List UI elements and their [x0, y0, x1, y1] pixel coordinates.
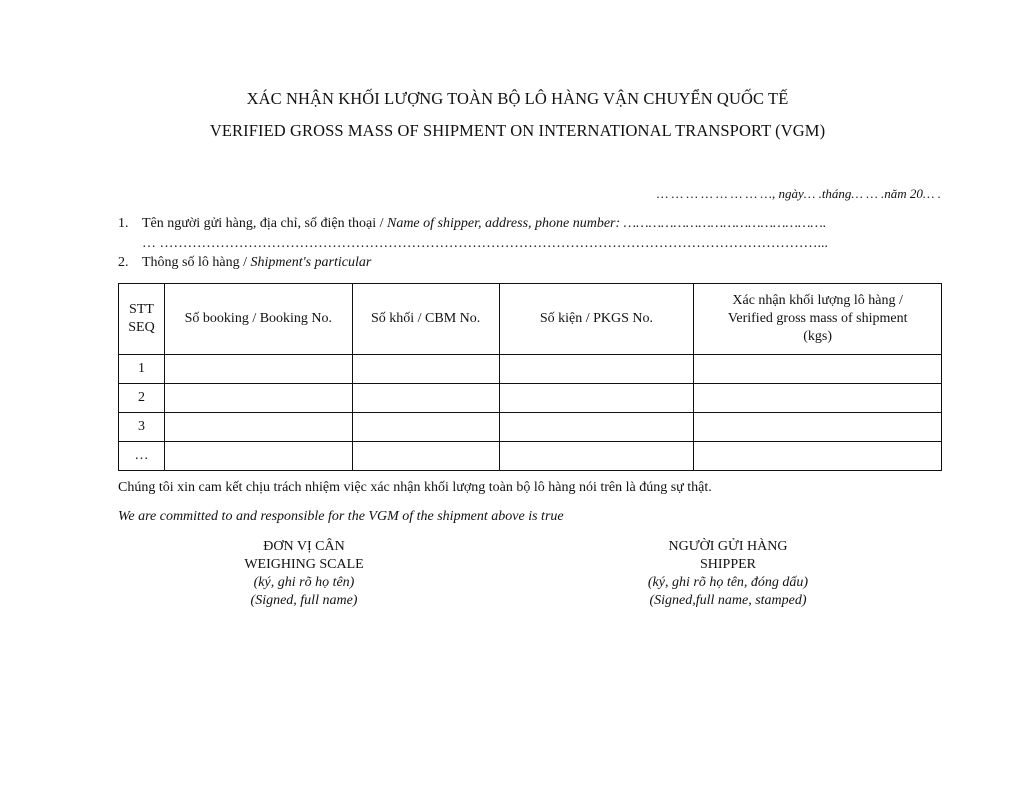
- item-shipment-particular: [118, 255, 371, 271]
- signature-title-vi: NGƯỜI GỬI HÀNG: [668, 539, 788, 554]
- row-seq: 1: [119, 355, 165, 384]
- cbm-cell[interactable]: [352, 413, 499, 442]
- booking-cell[interactable]: [164, 413, 352, 442]
- pkgs-cell[interactable]: [499, 413, 694, 442]
- signature-note-en: (Signed, full name): [250, 593, 358, 608]
- header-stt: [119, 284, 165, 355]
- pkgs-cell[interactable]: [499, 355, 694, 384]
- cbm-cell[interactable]: [352, 442, 499, 471]
- header-vgm-unit: (kgs): [803, 329, 833, 344]
- shipper-label-vi: Tên người gửi hàng, địa chỉ, số điện thoại /: [142, 216, 387, 231]
- signature-title-en: WEIGHING SCALE: [244, 557, 364, 572]
- signature-title-vi: ĐƠN VỊ CÂN: [263, 539, 345, 554]
- row-seq: 3: [119, 413, 165, 442]
- signature-title-en: SHIPPER: [699, 557, 757, 572]
- date-line: … … … … … … … …, ngày… .tháng… … .năm 20… .: [656, 186, 941, 201]
- item-number: 1.: [118, 216, 129, 231]
- table-header-row: [119, 284, 942, 355]
- row-seq: 2: [119, 384, 165, 413]
- booking-cell[interactable]: [164, 442, 352, 471]
- cbm-cell[interactable]: [352, 355, 499, 384]
- vgm-cell[interactable]: [694, 413, 942, 442]
- particular-label-en: Shipment's particular: [250, 255, 372, 270]
- signature-note-vi: (ký, ghi rõ họ tên): [253, 575, 355, 590]
- signature-note-vi: (ký, ghi rõ họ tên, đóng dấu): [647, 575, 809, 590]
- header-pkgs: Số kiện / PKGS No.: [499, 284, 694, 355]
- header-stt-vi: STT: [129, 302, 154, 317]
- header-stt-en: SEQ: [128, 320, 155, 335]
- shipment-table: [118, 283, 942, 471]
- cbm-cell[interactable]: [352, 384, 499, 413]
- row-seq: …: [119, 442, 165, 471]
- signature-shipper: [608, 538, 848, 610]
- booking-cell[interactable]: [164, 355, 352, 384]
- signature-note-en: (Signed,full name, stamped): [649, 593, 807, 608]
- pkgs-cell[interactable]: [499, 442, 694, 471]
- title-vietnamese: XÁC NHẬN KHỐI LƯỢNG TOÀN BỘ LÔ HÀNG VẬN CHUYỂN QUỐC TẾ: [246, 89, 789, 108]
- shipper-dots: ………………………………………….: [620, 216, 827, 231]
- table-row: [119, 413, 942, 442]
- pkgs-cell[interactable]: [499, 384, 694, 413]
- vgm-cell[interactable]: [694, 384, 942, 413]
- item-number: 2.: [118, 255, 129, 270]
- header-cbm: Số khối / CBM No.: [352, 284, 499, 355]
- vgm-cell[interactable]: [694, 355, 942, 384]
- item-shipper-info: [118, 216, 826, 232]
- commitment-english: We are committed to and responsible for the VGM of the shipment above is true: [118, 509, 564, 524]
- header-vgm-vi: Xác nhận khối lượng lô hàng /: [732, 293, 903, 308]
- booking-cell[interactable]: [164, 384, 352, 413]
- shipper-label-en: Name of shipper, address, phone number:: [386, 216, 621, 231]
- title-english: VERIFIED GROSS MASS OF SHIPMENT ON INTERNATIONAL TRANSPORT (VGM): [209, 121, 826, 140]
- table-row: [119, 355, 942, 384]
- vgm-cell[interactable]: [694, 442, 942, 471]
- shipper-continuation-line: … ……………………………………………………………………………………………………………………………...: [142, 236, 828, 251]
- header-booking: Số booking / Booking No.: [164, 284, 352, 355]
- header-vgm-en: Verified gross mass of shipment: [727, 311, 908, 326]
- header-vgm: [694, 284, 942, 355]
- commitment-vietnamese: Chúng tôi xin cam kết chịu trách nhiệm việc xác nhận khối lượng toàn bộ lô hàng nói trên là đúng sự thật.: [118, 480, 712, 495]
- particular-label-vi: Thông số lô hàng /: [142, 255, 251, 270]
- table-row: [119, 442, 942, 471]
- signature-weighing-scale: [184, 538, 424, 610]
- table-row: [119, 384, 942, 413]
